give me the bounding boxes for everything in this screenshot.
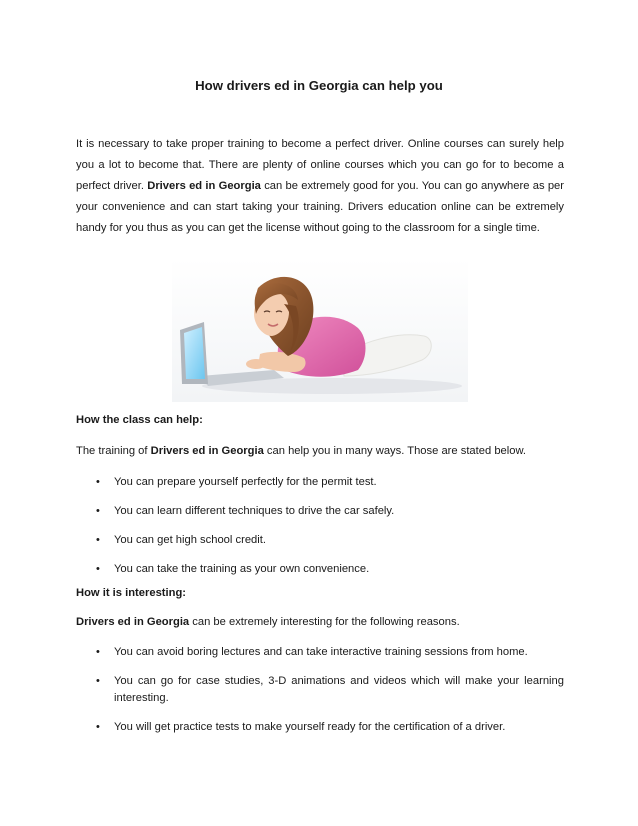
woman-with-laptop-photo: [172, 258, 468, 402]
list-item-text: You can go for case studies, 3-D animations and videos which will make your learning interesting.: [114, 675, 564, 704]
bullet-glyph: •: [96, 563, 100, 575]
section1-lead: [76, 445, 526, 457]
list-item: [76, 503, 564, 520]
list-item-text: You can learn different techniques to drive the car safely.: [114, 505, 395, 517]
section1-lead-bold: Drivers ed in Georgia: [150, 445, 264, 457]
list-item-text: You can get high school credit.: [114, 534, 266, 546]
woman-with-laptop-illustration: [172, 258, 468, 402]
section1-lead-text-1: The training of: [76, 445, 151, 457]
section2-lead-text: can be extremely interesting for the following reasons.: [189, 616, 460, 628]
document-title: How drivers ed in Georgia can help you: [195, 78, 443, 93]
section1-bullet-list: [76, 474, 564, 578]
list-item: [76, 474, 564, 491]
list-item-text: You will get practice tests to make yourself ready for the certification of a driver.: [114, 721, 506, 733]
intro-paragraph: [76, 134, 564, 239]
list-item-text: You can take the training as your own convenience.: [114, 563, 370, 575]
section2-lead: [76, 616, 460, 628]
list-item: [76, 719, 564, 736]
list-item-text: You can prepare yourself perfectly for the permit test.: [114, 476, 377, 488]
intro-text-2: can be extremely good for you. You can go anywhere as per your convenience and can start taking your training. Drivers education online can be extremely handy for you thus as you can get the license without going to the classroom for a single time.: [76, 180, 564, 234]
list-item: [76, 673, 564, 707]
list-item: [76, 532, 564, 549]
bullet-glyph: •: [96, 675, 100, 687]
bullet-glyph: •: [96, 505, 100, 517]
section-heading-how-class-helps: How the class can help:: [76, 414, 203, 426]
bullet-glyph: •: [96, 534, 100, 546]
section2-bullet-list: [76, 644, 564, 736]
bullet-glyph: •: [96, 721, 100, 733]
list-item: [76, 644, 564, 661]
intro-bold-keyword: Drivers ed in Georgia: [147, 180, 261, 192]
section2-lead-bold: Drivers ed in Georgia: [76, 616, 190, 628]
intro-text-1: It is necessary to take proper training to become a perfect driver. Online courses can surely help you a lot to become that. There are plenty of online courses which you can go for to become a perfect driver.: [76, 138, 564, 192]
list-item-text: You can avoid boring lectures and can take interactive training sessions from home.: [114, 646, 528, 658]
section1-lead-text-2: can help you in many ways. Those are stated below.: [263, 445, 527, 457]
list-item: [76, 561, 564, 578]
bullet-glyph: •: [96, 646, 100, 658]
section-heading-how-interesting: How it is interesting:: [76, 587, 187, 599]
bullet-glyph: •: [96, 476, 100, 488]
